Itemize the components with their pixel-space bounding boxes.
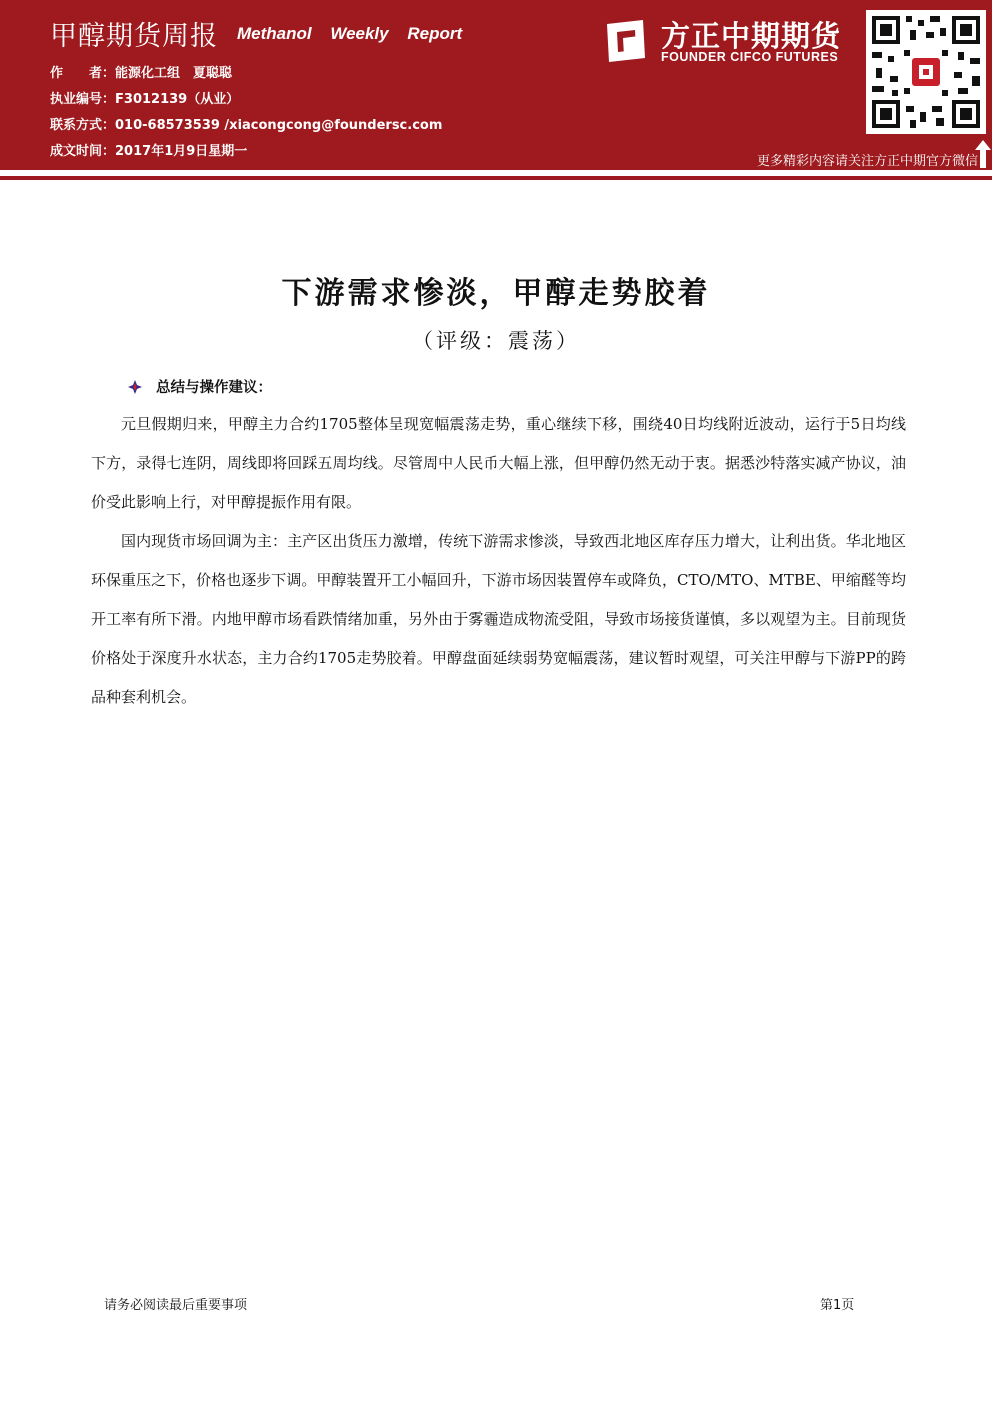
section-heading-text: 总结与操作建议： [156, 380, 272, 396]
company-logo [603, 14, 858, 69]
meta-contact [50, 114, 442, 133]
page-number: 第1页 [820, 1298, 855, 1313]
meta-label: 成文时间： [50, 144, 116, 159]
meta-license [50, 88, 239, 107]
meta-date [50, 140, 247, 159]
logo-text-en: FOUNDER CIFCO FUTURES [661, 50, 839, 64]
meta-value[interactable]: 010-68573539 /xiacongcong@foundersc.com [115, 118, 443, 133]
arrow-up-icon [975, 140, 991, 168]
meta-label: 执业编号： [50, 92, 116, 107]
meta-value: F3012139（从业） [115, 92, 240, 107]
footer-notice: 请务必阅读最后重要事项 [104, 1298, 248, 1313]
paragraph: 国内现货市场回调为主：主产区出货压力激增，传统下游需求惨淡，导致西北地区库存压力增大，让利出货。华北地区环保重压之下，价格也逐步下调。甲醇装置开工小幅回升，下游市场因装置停车或降负，CTO/MTO、MTBE、甲缩醛等均开工率有所下滑。内地甲醇市场看跌情绪加重，另外由于雾霾造成物流受阻，导致市场接货谨慎，多以观望为主。目前现货价格处于深度升水状态，主力合约1705走势胶着。甲醇盘面延续弱势宽幅震荡，建议暂时观望，可关注甲醇与下游PP的跨品种套利机会。 [91, 532, 906, 706]
logo-mark-icon [603, 18, 649, 64]
meta-label: 联系方式： [50, 118, 116, 133]
article-rating: （评级：震荡） [412, 329, 580, 353]
follow-wechat-text: 更多精彩内容请关注方正中期官方微信 [756, 154, 978, 169]
header-divider [0, 176, 992, 180]
section-heading [128, 376, 272, 397]
logo-text-cn: 方正中期期货 [661, 19, 842, 53]
qr-code-icon [866, 10, 986, 134]
article-title: 下游需求惨淡，甲醇走势胶着 [281, 276, 711, 311]
meta-label: 作 者： [50, 66, 116, 81]
meta-value: 2017年1月9日星期一 [115, 144, 248, 159]
paragraph: 元旦假期归来，甲醇主力合约1705整体呈现宽幅震荡走势，重心继续下移，围绕40日均线附近波动，运行于5日均线下方，录得七连阴，周线即将回踩五周均线。尽管周中人民币大幅上涨，但甲醇仍然无动于衷。据悉沙特落实减产协议，油价受此影响上行，对甲醇提振作用有限。 [91, 415, 906, 511]
report-header [0, 0, 992, 170]
report-title-en: Methanol Weekly Report [237, 24, 463, 43]
report-title-cn: 甲醇期货周报 [50, 21, 218, 52]
bullet-diamond-icon [128, 380, 142, 394]
meta-author [50, 62, 232, 81]
meta-value: 能源化工组 夏聪聪 [115, 66, 233, 81]
